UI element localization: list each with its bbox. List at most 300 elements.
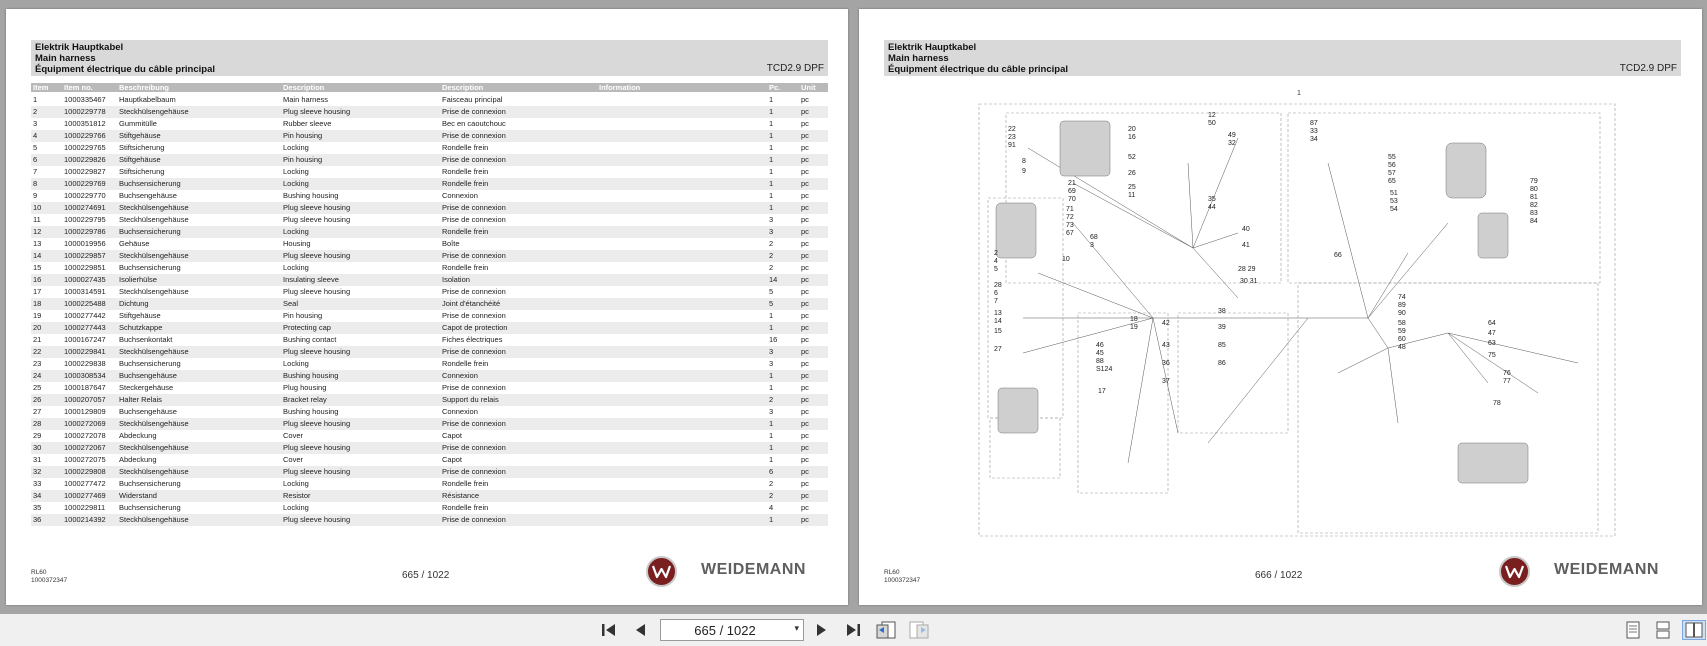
first-page-icon[interactable] <box>598 620 620 640</box>
cell-item-no: 1000274691 <box>64 203 106 212</box>
cell-unit: pc <box>801 407 809 416</box>
diagram-callout: 83 <box>1530 210 1538 217</box>
cell-item-no: 1000229857 <box>64 251 106 260</box>
header-title-fr: Équipment électrique du câble principal <box>888 64 1069 75</box>
cell-item-no: 1000277443 <box>64 323 106 332</box>
table-row <box>31 298 828 310</box>
cell-description-fr: Connexion <box>442 191 478 200</box>
cell-item-no: 1000272075 <box>64 455 106 464</box>
cell-item: 20 <box>33 323 42 332</box>
table-row <box>31 226 828 238</box>
diagram-callout: 17 <box>1098 388 1106 395</box>
cell-unit: pc <box>801 95 809 104</box>
cell-item: 34 <box>33 491 42 500</box>
page-number-value: 665 / 1022 <box>694 623 756 638</box>
cell-description-en: Locking <box>283 179 309 188</box>
cell-description-en: Bushing contact <box>283 335 337 344</box>
viewer-toolbar <box>0 614 1707 646</box>
cell-beschreibung: Hauptkabelbaum <box>119 95 176 104</box>
table-row <box>31 154 828 166</box>
cell-description-en: Locking <box>283 503 309 512</box>
cell-unit: pc <box>801 239 809 248</box>
sheet-number: 1 <box>1297 90 1301 97</box>
cell-pc: 1 <box>769 107 774 116</box>
cell-item-no: 1000308534 <box>64 371 106 380</box>
diagram-callout: 76 <box>1503 370 1511 377</box>
cell-item-no: 1000314591 <box>64 287 106 296</box>
diagram-callout: 26 <box>1128 170 1136 177</box>
cell-description-en: Locking <box>283 263 309 272</box>
cell-description-fr: Prise de connexion <box>442 443 506 452</box>
table-row <box>31 118 828 130</box>
diagram-callout: 4 <box>994 258 998 265</box>
cell-item-no: 1000187647 <box>64 383 106 392</box>
diagram-callout: 80 <box>1530 186 1538 193</box>
cell-beschreibung: Stiftgehäuse <box>119 155 161 164</box>
cell-unit: pc <box>801 131 809 140</box>
cell-description-fr: Connexion <box>442 371 478 380</box>
diagram-callout: 88 <box>1096 358 1104 365</box>
cell-pc: 16 <box>769 335 778 344</box>
diagram-callout: 45 <box>1096 350 1104 357</box>
cell-item: 15 <box>33 263 42 272</box>
diagram-callout: 47 <box>1488 330 1496 337</box>
document-page-right <box>859 9 1702 605</box>
cell-description-fr: Rondelle frein <box>442 143 489 152</box>
cell-unit: pc <box>801 335 809 344</box>
cell-item: 2 <box>33 107 38 116</box>
table-row <box>31 262 828 274</box>
cell-pc: 1 <box>769 155 774 164</box>
cell-pc: 5 <box>769 299 774 308</box>
diagram-callout: 89 <box>1398 302 1406 309</box>
table-row <box>31 382 828 394</box>
cell-item-no: 1000277442 <box>64 311 106 320</box>
table-row <box>31 106 828 118</box>
cell-item: 6 <box>33 155 38 164</box>
cell-unit: pc <box>801 371 809 380</box>
col-information: Information <box>599 83 641 92</box>
diagram-callout: 65 <box>1388 178 1396 185</box>
cell-description-en: Locking <box>283 167 309 176</box>
header-title-en: Main harness <box>888 53 949 64</box>
diagram-callout: 16 <box>1128 134 1136 141</box>
cell-unit: pc <box>801 191 809 200</box>
cell-pc: 1 <box>769 443 774 452</box>
footer-docno: 1000372347 <box>31 577 68 584</box>
cell-unit: pc <box>801 503 809 512</box>
cell-item: 4 <box>33 131 38 140</box>
cell-item: 33 <box>33 479 42 488</box>
cell-beschreibung: Stiftgehäuse <box>119 131 161 140</box>
cell-description-en: Cover <box>283 455 304 464</box>
diagram-callout: 75 <box>1488 352 1496 359</box>
cell-beschreibung: Buchsensicherung <box>119 179 181 188</box>
cell-description-fr: Rondelle frein <box>442 359 489 368</box>
header-title-de: Elektrik Hauptkabel <box>888 42 977 53</box>
cell-item-no: 1000272067 <box>64 443 106 452</box>
cell-description-fr: Prise de connexion <box>442 107 506 116</box>
cell-beschreibung: Stiftsicherung <box>119 143 165 152</box>
diagram-callout: 59 <box>1398 328 1406 335</box>
cell-item-no: 1000027435 <box>64 275 106 284</box>
cell-item: 3 <box>33 119 38 128</box>
cell-item-no: 1000229838 <box>64 359 106 368</box>
cell-item-no: 1000229765 <box>64 143 106 152</box>
cell-pc: 2 <box>769 239 774 248</box>
cell-description-fr: Prise de connexion <box>442 131 506 140</box>
table-row <box>31 502 828 514</box>
cell-description-fr: Prise de connexion <box>442 203 506 212</box>
diagram-callout: 72 <box>1066 214 1074 221</box>
cell-item: 18 <box>33 299 42 308</box>
diagram-callout: 13 <box>994 310 1002 317</box>
go-back-icon[interactable] <box>874 620 898 640</box>
page-number-select[interactable] <box>660 619 804 641</box>
diagram-callout: 20 <box>1128 126 1136 133</box>
cell-unit: pc <box>801 491 809 500</box>
table-row <box>31 202 828 214</box>
cell-pc: 1 <box>769 383 774 392</box>
table-row <box>31 166 828 178</box>
col-description-en: Description <box>283 83 325 92</box>
cell-item-no: 1000019956 <box>64 239 106 248</box>
cell-description-fr: Prise de connexion <box>442 287 506 296</box>
cell-beschreibung: Steckhülsengehäuse <box>119 467 189 476</box>
cell-beschreibung: Abdeckung <box>119 431 157 440</box>
footer-model: RL60 <box>884 569 900 576</box>
cell-item-no: 1000214392 <box>64 515 106 524</box>
cell-item: 23 <box>33 359 42 368</box>
cell-beschreibung: Steckhülsengehäuse <box>119 215 189 224</box>
cell-pc: 1 <box>769 179 774 188</box>
cell-beschreibung: Gehäuse <box>119 239 150 248</box>
cell-description-en: Main harness <box>283 95 329 104</box>
diagram-callout: 43 <box>1162 342 1170 349</box>
table-row <box>31 490 828 502</box>
cell-item: 1 <box>33 95 38 104</box>
cell-item: 17 <box>33 287 42 296</box>
cell-item: 16 <box>33 275 42 284</box>
cell-description-fr: Rondelle frein <box>442 167 489 176</box>
cell-unit: pc <box>801 203 809 212</box>
previous-page-icon[interactable] <box>630 620 650 640</box>
cell-pc: 1 <box>769 311 774 320</box>
cell-pc: 1 <box>769 455 774 464</box>
cell-description-en: Plug housing <box>283 383 327 392</box>
cell-description-en: Bushing housing <box>283 371 339 380</box>
cell-unit: pc <box>801 443 809 452</box>
model-label: TCD2.9 DPF <box>1619 63 1677 74</box>
cell-description-fr: Prise de connexion <box>442 311 506 320</box>
next-page-icon[interactable] <box>812 620 832 640</box>
header-title-en: Main harness <box>35 53 96 64</box>
cell-unit: pc <box>801 119 809 128</box>
cell-beschreibung: Buchsengehäuse <box>119 191 177 200</box>
cell-description-fr: Boîte <box>442 239 460 248</box>
cell-beschreibung: Stiftsicherung <box>119 167 165 176</box>
cell-pc: 1 <box>769 167 774 176</box>
diagram-callout: 44 <box>1208 204 1216 211</box>
cell-pc: 2 <box>769 491 774 500</box>
cell-beschreibung: Steckhülsengehäuse <box>119 443 189 452</box>
cell-description-en: Seal <box>283 299 299 308</box>
cell-description-en: Pin housing <box>283 131 323 140</box>
page-header <box>31 40 828 76</box>
cell-pc: 14 <box>769 275 778 284</box>
cell-description-en: Plug sleeve housing <box>283 251 351 260</box>
cell-unit: pc <box>801 479 809 488</box>
diagram-callout: 64 <box>1488 320 1496 327</box>
page-number: 666 / 1022 <box>1255 570 1303 581</box>
go-forward-icon[interactable] <box>907 620 931 640</box>
cell-unit: pc <box>801 263 809 272</box>
cell-beschreibung: Steckhülsengehäuse <box>119 203 189 212</box>
footer-info <box>31 569 67 585</box>
diagram-callout: 57 <box>1388 170 1396 177</box>
cell-description-en: Pin housing <box>283 311 323 320</box>
diagram-callout: 77 <box>1503 378 1511 385</box>
cell-beschreibung: Buchsensicherung <box>119 227 181 236</box>
table-row <box>31 394 828 406</box>
diagram-callout: 34 <box>1310 136 1318 143</box>
diagram-callout: 51 <box>1390 190 1398 197</box>
cell-description-en: Bushing housing <box>283 191 339 200</box>
cell-description-fr: Capot <box>442 455 463 464</box>
col-unit: Unit <box>801 83 816 92</box>
cell-description-fr: Prise de connexion <box>442 251 506 260</box>
cell-beschreibung: Dichtung <box>119 299 149 308</box>
col-item-no: Item no. <box>64 83 93 92</box>
cell-unit: pc <box>801 287 809 296</box>
table-row <box>31 286 828 298</box>
cell-description-fr: Faisceau principal <box>442 95 503 104</box>
diagram-callout: 25 <box>1128 184 1136 191</box>
cell-item: 32 <box>33 467 42 476</box>
cell-beschreibung: Steckhülsengehäuse <box>119 251 189 260</box>
cell-description-fr: Isolation <box>442 275 470 284</box>
cell-item: 11 <box>33 215 41 224</box>
cell-description-en: Resistor <box>283 491 311 500</box>
cell-item: 28 <box>33 419 42 428</box>
table-row <box>31 454 828 466</box>
cell-item-no: 1000229811 <box>64 503 106 512</box>
cell-description-fr: Rondelle frein <box>442 263 489 272</box>
cell-description-fr: Capot <box>442 431 463 440</box>
cell-unit: pc <box>801 419 809 428</box>
two-page-view-icon[interactable] <box>1682 620 1706 640</box>
table-row <box>31 466 828 478</box>
diagram-callout: 91 <box>1008 142 1016 149</box>
footer-info <box>884 569 920 585</box>
table-row <box>31 430 828 442</box>
diagram-callout: 18 <box>1130 316 1138 323</box>
cell-pc: 1 <box>769 515 774 524</box>
cell-description-en: Plug sleeve housing <box>283 107 351 116</box>
cell-pc: 1 <box>769 431 774 440</box>
cell-item: 25 <box>33 383 42 392</box>
cell-pc: 2 <box>769 251 774 260</box>
document-page-left <box>6 9 848 605</box>
cell-beschreibung: Steckhülsengehäuse <box>119 287 189 296</box>
diagram-callout: 87 <box>1310 120 1318 127</box>
cell-pc: 1 <box>769 143 774 152</box>
cell-description-en: Plug sleeve housing <box>283 203 351 212</box>
diagram-callout: 23 <box>1008 134 1016 141</box>
cell-beschreibung: Buchsensicherung <box>119 503 181 512</box>
cell-item-no: 1000272078 <box>64 431 106 440</box>
wiring-diagram <box>978 103 1618 539</box>
cell-pc: 3 <box>769 227 774 236</box>
cell-description-en: Plug sleeve housing <box>283 443 351 452</box>
diagram-callout: 40 <box>1242 226 1250 233</box>
table-row <box>31 190 828 202</box>
diagram-callout: 37 <box>1162 378 1170 385</box>
diagram-callout: 14 <box>994 318 1002 325</box>
cell-unit: pc <box>801 395 809 404</box>
header-title-de: Elektrik Hauptkabel <box>35 42 124 53</box>
cell-pc: 1 <box>769 371 774 380</box>
diagram-callout: 81 <box>1530 194 1538 201</box>
cell-item: 13 <box>33 239 42 248</box>
cell-item: 30 <box>33 443 42 452</box>
diagram-callout: 9 <box>1022 168 1026 175</box>
cell-beschreibung: Schutzkappe <box>119 323 163 332</box>
page-header <box>884 40 1681 76</box>
diagram-callout: S124 <box>1096 366 1113 373</box>
table-row <box>31 418 828 430</box>
diagram-callout: 3 <box>1090 242 1094 249</box>
cell-item-no: 1000277472 <box>64 479 106 488</box>
cell-item: 14 <box>33 251 42 260</box>
cell-description-en: Cover <box>283 431 304 440</box>
cell-item: 8 <box>33 179 38 188</box>
cell-unit: pc <box>801 143 809 152</box>
cell-description-fr: Connexion <box>442 407 478 416</box>
cell-beschreibung: Buchsenkontakt <box>119 335 173 344</box>
cell-description-en: Plug sleeve housing <box>283 467 351 476</box>
cell-item-no: 1000277469 <box>64 491 106 500</box>
cell-description-fr: Prise de connexion <box>442 383 506 392</box>
cell-beschreibung: Steckergehäuse <box>119 383 174 392</box>
cell-pc: 1 <box>769 203 774 212</box>
cell-item: 31 <box>33 455 42 464</box>
table-row <box>31 250 828 262</box>
cell-description-fr: Capot de protection <box>442 323 508 332</box>
diagram-callout: 12 <box>1208 112 1216 119</box>
diagram-callout: 21 <box>1068 180 1076 187</box>
cell-unit: pc <box>801 311 809 320</box>
cell-beschreibung: Buchsensicherung <box>119 359 181 368</box>
cell-pc: 2 <box>769 263 774 272</box>
single-page-view-icon[interactable] <box>1622 620 1644 640</box>
col-beschreibung: Beschreibung <box>119 83 170 92</box>
cell-description-fr: Résistance <box>442 491 480 500</box>
cell-description-en: Bushing housing <box>283 407 339 416</box>
cell-item-no: 1000167247 <box>64 335 106 344</box>
cell-item-no: 1000129809 <box>64 407 106 416</box>
cell-description-en: Locking <box>283 359 309 368</box>
cell-item-no: 1000229851 <box>64 263 106 272</box>
cell-item: 24 <box>33 371 42 380</box>
cell-description-fr: Prise de connexion <box>442 419 506 428</box>
table-row <box>31 478 828 490</box>
cell-item-no: 1000229786 <box>64 227 106 236</box>
diagram-callout: 35 <box>1208 196 1216 203</box>
cell-item: 35 <box>33 503 42 512</box>
cell-description-en: Plug sleeve housing <box>283 419 351 428</box>
cell-item: 22 <box>33 347 42 356</box>
table-row <box>31 514 828 526</box>
diagram-callout: 22 <box>1008 126 1016 133</box>
cell-item-no: 1000229827 <box>64 167 106 176</box>
cell-unit: pc <box>801 431 809 440</box>
cell-description-fr: Prise de connexion <box>442 215 506 224</box>
last-page-icon[interactable] <box>842 620 864 640</box>
cell-item-no: 1000229795 <box>64 215 106 224</box>
table-row <box>31 178 828 190</box>
cell-unit: pc <box>801 179 809 188</box>
diagram-callout: 7 <box>994 298 998 305</box>
cell-item-no: 1000229841 <box>64 347 106 356</box>
cell-unit: pc <box>801 215 809 224</box>
parts-table-header <box>31 83 828 92</box>
cell-pc: 3 <box>769 359 774 368</box>
cell-pc: 2 <box>769 395 774 404</box>
cell-item: 36 <box>33 515 42 524</box>
cell-description-fr: Support du relais <box>442 395 499 404</box>
cell-description-fr: Rondelle frein <box>442 479 489 488</box>
diagram-callout: 38 <box>1218 308 1226 315</box>
cell-item: 29 <box>33 431 42 440</box>
cell-description-fr: Joint d'étanchéité <box>442 299 501 308</box>
chevron-down-icon: ▾ <box>794 623 799 633</box>
table-row <box>31 370 828 382</box>
footer-model: RL60 <box>31 569 47 576</box>
cell-unit: pc <box>801 227 809 236</box>
continuous-view-icon[interactable] <box>1652 620 1674 640</box>
cell-item-no: 1000225488 <box>64 299 106 308</box>
diagram-callout: 32 <box>1228 140 1236 147</box>
cell-item-no: 1000272069 <box>64 419 106 428</box>
diagram-callout: 54 <box>1390 206 1398 213</box>
diagram-callout: 52 <box>1128 154 1136 161</box>
cell-beschreibung: Gummitülle <box>119 119 157 128</box>
cell-pc: 3 <box>769 347 774 356</box>
diagram-callout: 27 <box>994 346 1002 353</box>
cell-description-en: Locking <box>283 479 309 488</box>
cell-item-no: 1000207057 <box>64 395 106 404</box>
cell-unit: pc <box>801 107 809 116</box>
table-row <box>31 130 828 142</box>
diagram-callout: 53 <box>1390 198 1398 205</box>
diagram-callout: 19 <box>1130 324 1138 331</box>
brand-name: WEIDEMANN <box>1554 561 1659 578</box>
diagram-callout: 71 <box>1066 206 1074 213</box>
cell-item-no: 1000229770 <box>64 191 106 200</box>
table-row <box>31 358 828 370</box>
table-row <box>31 322 828 334</box>
cell-description-en: Insulating sleeve <box>283 275 339 284</box>
cell-beschreibung: Abdeckung <box>119 455 157 464</box>
cell-item-no: 1000229769 <box>64 179 106 188</box>
table-row <box>31 142 828 154</box>
weidemann-logo-icon <box>646 556 677 587</box>
table-row <box>31 94 828 106</box>
cell-beschreibung: Steckhülsengehäuse <box>119 107 189 116</box>
cell-description-en: Plug sleeve housing <box>283 347 351 356</box>
cell-description-en: Plug sleeve housing <box>283 287 351 296</box>
